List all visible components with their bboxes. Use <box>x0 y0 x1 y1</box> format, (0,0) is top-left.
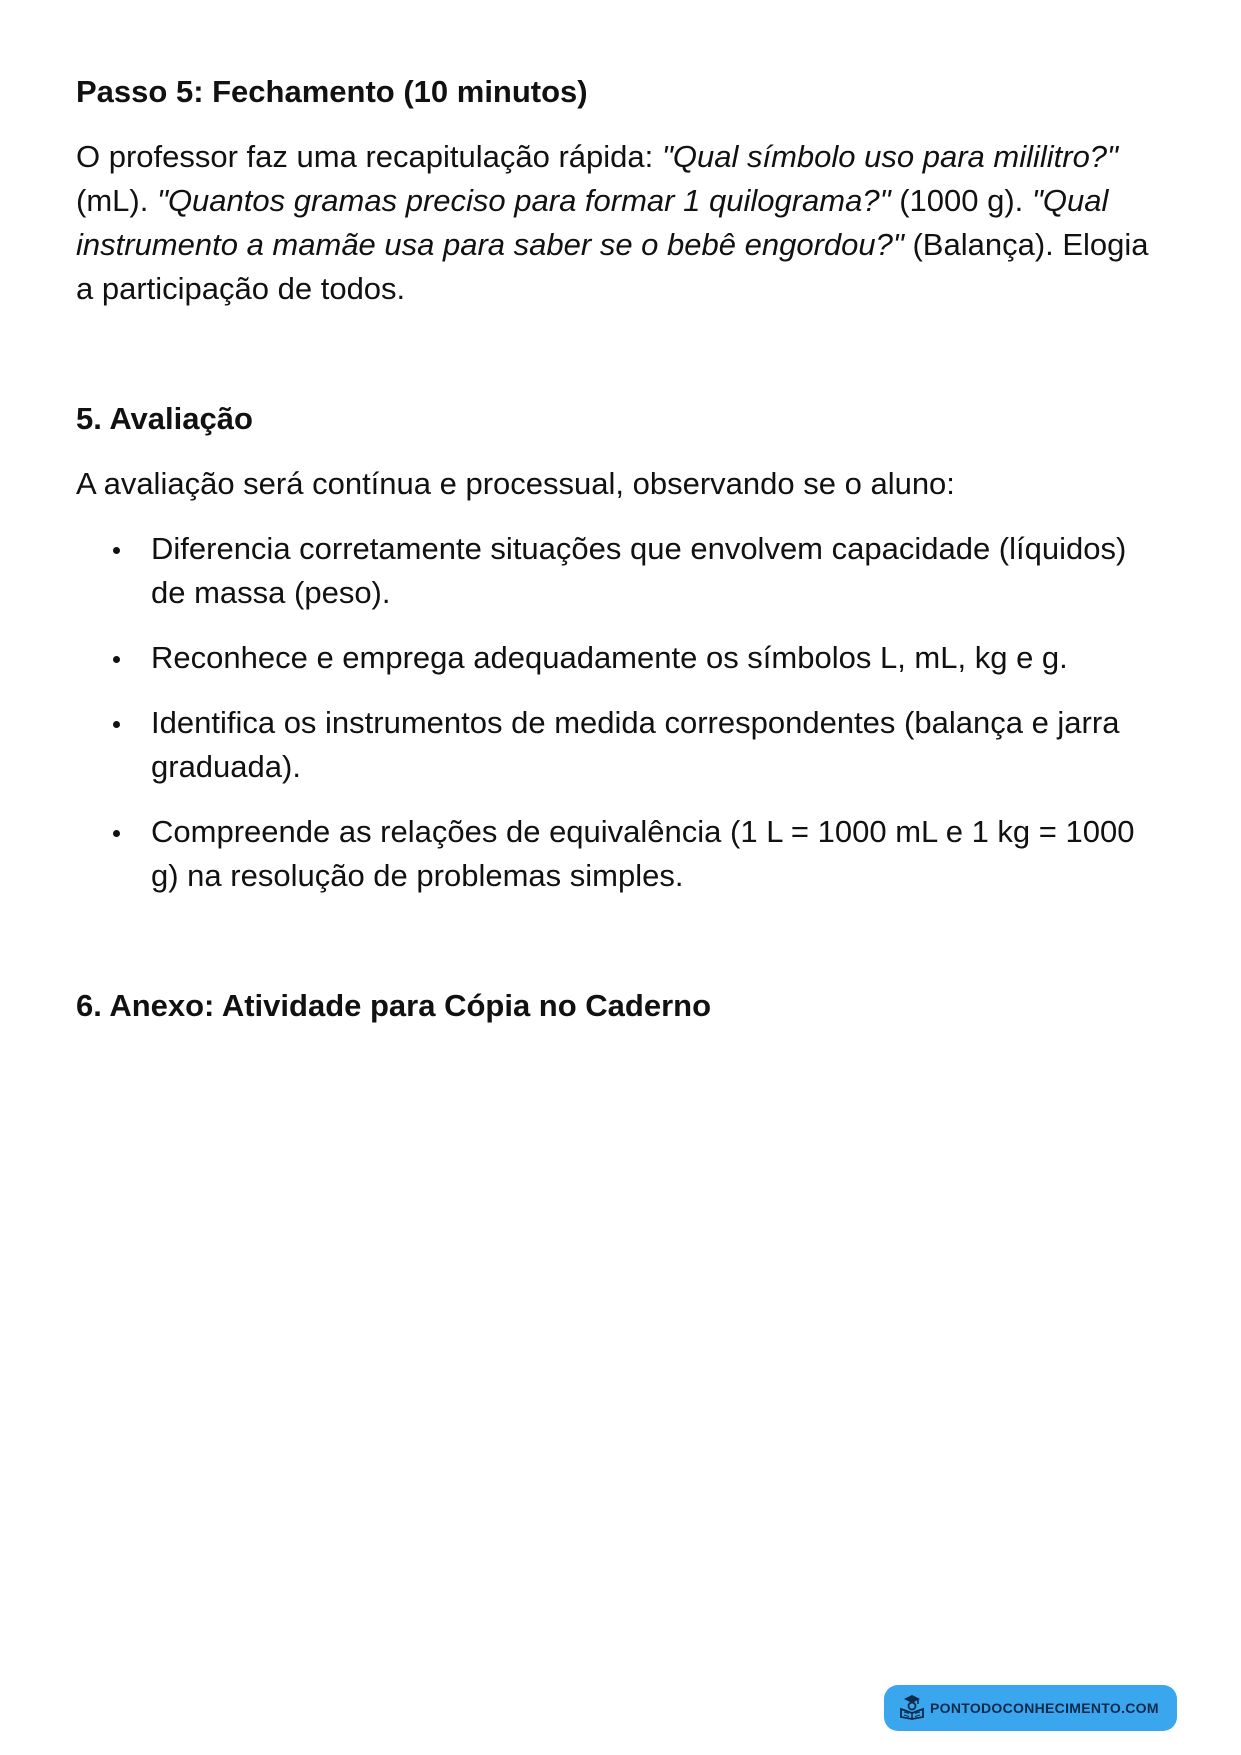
list-item <box>76 636 1156 680</box>
closing-text-3: (1000 g). <box>890 183 1032 218</box>
list-item <box>76 701 1156 789</box>
closing-question-3: "Qual instrumento a mamãe usa para saber se o bebê engordou?" <box>76 183 1109 262</box>
evaluation-heading: 5. Avaliação <box>76 401 253 436</box>
list-item-text: Diferencia corretamente situações que envolvem capacidade (líquidos) de massa (peso). <box>151 531 1127 610</box>
list-item-text: Reconhece e emprega adequadamente os símbolos L, mL, kg e g. <box>151 640 1068 675</box>
annex-heading: 6. Anexo: Atividade para Cópia no Caderno <box>76 988 712 1023</box>
closing-paragraph <box>76 135 1156 311</box>
list-item <box>76 810 1156 898</box>
list-item <box>76 527 1156 615</box>
list-item-text: Identifica os instrumentos de medida correspondentes (balança e jarra graduada). <box>151 705 1120 784</box>
closing-text-2: (mL). <box>76 183 157 218</box>
bullet-icon <box>113 721 120 728</box>
evaluation-intro: A avaliação será contínua e processual, observando se o aluno: <box>76 466 955 501</box>
badge-label: PONTODOCONHECIMENTO.COM <box>930 1700 1159 1716</box>
book-reader-icon <box>898 1692 926 1725</box>
closing-question-2: "Quantos gramas preciso para formar 1 quilograma?" <box>156 183 891 218</box>
bullet-icon <box>113 830 120 837</box>
closing-question-1: "Qual símbolo uso para mililitro?" <box>661 139 1119 174</box>
bullet-icon <box>113 547 120 554</box>
document-page <box>76 70 1156 1028</box>
step5-heading: Passo 5: Fechamento (10 minutos) <box>76 74 588 109</box>
closing-text-1: O professor faz uma recapitulação rápida: <box>76 139 662 174</box>
site-badge-link[interactable] <box>884 1685 1177 1731</box>
evaluation-criteria-list <box>76 527 1156 898</box>
list-item-text: Compreende as relações de equivalência (1 L = 1000 mL e 1 kg = 1000 g) na resolução de problemas simples. <box>151 814 1135 893</box>
closing-text-4: (Balança). Elogia a participação de todos. <box>76 227 1149 306</box>
bullet-icon <box>113 656 120 663</box>
